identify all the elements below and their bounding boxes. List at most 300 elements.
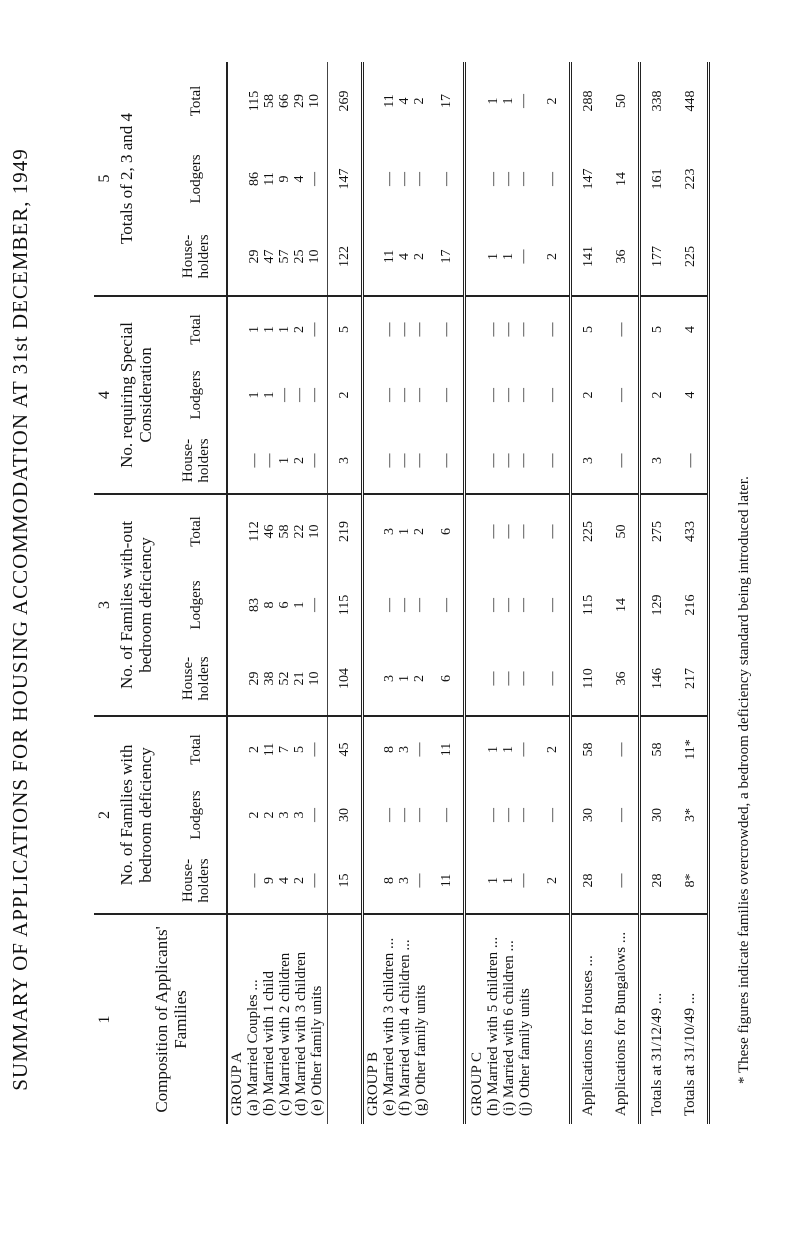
col3-sub-total: Total <box>166 494 227 568</box>
groupA-totals-label <box>327 914 362 1124</box>
summary-cell: 161 <box>649 168 665 190</box>
groupB-cell: 4 <box>396 252 412 260</box>
groupB-cell: 2 <box>411 674 427 682</box>
groupA-cell: 1 <box>247 325 263 333</box>
groupA-cell: — <box>307 453 323 468</box>
summary-cell: 216 <box>682 594 698 616</box>
groupB-total-cell: — <box>430 568 465 642</box>
groupB-value-stack <box>362 62 429 140</box>
groupB-total-cell: — <box>430 428 465 494</box>
groupA-cell: 10 <box>307 249 323 264</box>
spacer <box>471 717 486 782</box>
groupB-cell: — <box>381 597 397 612</box>
groupA-cell: — <box>247 873 263 888</box>
groupA-total-cell: 104 <box>327 642 362 716</box>
groupB-cell: — <box>411 873 427 888</box>
summary-cell: 2 <box>649 391 665 399</box>
groupC-total-cell: — <box>536 782 571 848</box>
groupC-cell: — <box>500 808 516 822</box>
groupA-value-stack <box>227 62 327 140</box>
groupA-value-stack <box>227 428 327 494</box>
groupC-total-cell: — <box>536 494 571 568</box>
groupA-cell: 6 <box>277 601 293 609</box>
groupA-cell: 58 <box>277 524 293 539</box>
groupB-cell: — <box>381 808 397 822</box>
groupC-cell: — <box>515 808 531 822</box>
summary-cell: — <box>605 428 640 494</box>
groupC-cell: 1 <box>485 97 501 105</box>
col1-header: Composition of Applicants' Families <box>117 914 227 1124</box>
summary-cell: 110 <box>570 642 605 716</box>
groupA-cell: 83 <box>247 597 263 612</box>
groupB-cell: — <box>396 171 412 186</box>
groupA-cell: 9 <box>262 877 278 884</box>
groupA-cell: 25 <box>292 249 308 264</box>
spacer <box>471 848 486 913</box>
spacer <box>471 140 486 218</box>
summary-cell: 14 <box>613 597 629 612</box>
col5-sub-total: Total <box>166 62 227 140</box>
summary-cell: 225 <box>674 218 709 296</box>
groupB-cell: — <box>411 597 427 612</box>
groupB-value-stack <box>362 428 429 494</box>
spacer <box>232 495 247 568</box>
spacer <box>471 362 486 428</box>
groupC-total-cell: — <box>536 428 571 494</box>
groupA-cell: — <box>307 387 323 402</box>
col4-sub-lodgers: Lodgers <box>166 362 227 428</box>
groupB-total-cell: — <box>430 296 465 362</box>
groupC-cell: — <box>515 453 531 468</box>
summary-cell: 338 <box>649 90 665 112</box>
summary-cell: 58 <box>649 742 665 757</box>
col2-sub-total: Total <box>166 716 227 782</box>
spacer <box>232 568 247 642</box>
groupA-total-cell: 3 <box>327 428 362 494</box>
groupA-cell: 2 <box>247 746 263 753</box>
groupA-cell: 3 <box>292 811 308 819</box>
groupA-total-cell: 15 <box>327 848 362 914</box>
groupB-cell: — <box>411 808 427 822</box>
groupC-total-cell: — <box>536 296 571 362</box>
groupA-cell: 1 <box>277 456 293 464</box>
summary-cell: 129 <box>649 594 665 616</box>
groupA-cell: 47 <box>262 249 278 264</box>
spacer <box>471 428 486 493</box>
groupA-cell: 112 <box>247 521 263 542</box>
col2-header: No. of Families with bedroom deficiency <box>117 716 166 914</box>
groupA-value-stack <box>227 642 327 716</box>
col4-header: No. requiring Special Consideration <box>117 296 166 494</box>
page-title: SUMMARY OF APPLICATIONS FOR HOUSING ACCOMMODATION AT 31st DECEMBER, 1949 <box>8 148 32 1091</box>
summary-cell: 30 <box>649 808 665 822</box>
summary-label: Totals at 31/10/49 ... <box>682 992 699 1116</box>
col3-sub-lodgers: Lodgers <box>166 568 227 642</box>
groupA-cell: — <box>307 322 323 337</box>
groupC-cell: — <box>485 808 501 822</box>
spacer <box>232 140 247 218</box>
groupC-cell: 1 <box>500 877 516 884</box>
groupA-cell: 10 <box>307 524 323 539</box>
groupC-value-stack <box>464 140 536 218</box>
groupC-row-label: (h) Married with 5 children ... <box>484 936 501 1116</box>
groupB-cell: 3 <box>381 527 397 535</box>
spacer <box>232 297 247 362</box>
summary-cell: 448 <box>682 90 698 112</box>
groupC-cell: — <box>485 597 501 612</box>
col1-number: 1 <box>96 1015 114 1024</box>
groupA-totals-row <box>327 62 362 1124</box>
groupC-labels <box>464 914 536 1124</box>
col5-number: 5 <box>94 62 117 296</box>
groupA-total-cell: 219 <box>327 494 362 568</box>
groupC-cell: 1 <box>500 746 516 753</box>
groupA-cell: — <box>292 387 308 402</box>
groupC-cell: 1 <box>500 97 516 105</box>
groupA-value-stack <box>227 494 327 568</box>
summary-cell: 177 <box>639 218 674 296</box>
spacer <box>367 62 382 140</box>
groupA-total-cell: 269 <box>327 62 362 140</box>
spacer <box>367 717 382 782</box>
groupB-cell: — <box>411 171 427 186</box>
groupB-cell: 3 <box>396 746 412 753</box>
groupC-value-stack <box>464 62 536 140</box>
groupA-cell: — <box>262 453 278 468</box>
spacer <box>367 218 382 295</box>
groupB-cell: — <box>381 387 397 402</box>
groupC-total-cell: — <box>536 140 571 218</box>
groupC-cell: — <box>485 322 501 337</box>
groupA-cell: 10 <box>307 671 323 686</box>
groupB-row-label: (g) Other family units <box>412 984 429 1116</box>
summary-table <box>94 62 710 1124</box>
groupC-value-stack <box>464 362 536 428</box>
spacer <box>367 140 382 218</box>
groupA-cell: 115 <box>247 90 263 112</box>
summary-cell: 217 <box>674 642 709 716</box>
groupC-cell: — <box>500 453 516 468</box>
groupA-cell: 1 <box>277 325 293 333</box>
summary-cell: 14 <box>613 171 629 186</box>
groupA-cell: 2 <box>292 456 308 464</box>
summary-cell: 141 <box>570 218 605 296</box>
col5-header: Totals of 2, 3 and 4 <box>117 62 166 296</box>
groupA-cell: 1 <box>247 391 263 399</box>
groupA-cell: 29 <box>247 671 263 686</box>
groupB-value-stack <box>362 782 429 848</box>
summary-cell: 147 <box>580 168 596 190</box>
groupA-value-stack <box>227 296 327 362</box>
groupC-total-cell: — <box>536 362 571 428</box>
col2-number: 2 <box>94 716 117 914</box>
groupC-cell: 1 <box>500 252 516 260</box>
groupB-row-label: (f) Married with 4 children ... <box>396 939 413 1116</box>
groupA-cell: 2 <box>247 811 263 819</box>
groupC-total-cell: 2 <box>536 62 571 140</box>
groupC-value-stack <box>464 296 536 362</box>
groupC-cell: — <box>500 671 516 686</box>
summary-cell: 2 <box>580 391 596 399</box>
groupB-totals-row <box>430 62 465 1124</box>
groupA-cell: 7 <box>277 746 293 753</box>
groupA-cell: 1 <box>262 325 278 333</box>
col3-header: No. of Families with-out bedroom deficiency <box>117 494 166 716</box>
groupB-value-stack <box>362 218 429 296</box>
groupC-cell: — <box>515 524 531 539</box>
groupA-label: GROUP A <box>229 1051 246 1116</box>
groupA-cell: 21 <box>292 671 308 686</box>
groupC-cell: — <box>485 524 501 539</box>
groupC-cell: — <box>515 93 531 108</box>
groupA-value-stack <box>227 848 327 914</box>
groupB-label: GROUP B <box>364 1051 381 1116</box>
col3-sub-householders: House-holders <box>166 642 227 716</box>
groupB-value-stack <box>362 140 429 218</box>
groupB-value-stack <box>362 494 429 568</box>
groupA-value-stack <box>227 218 327 296</box>
groupA-cell: 5 <box>292 746 308 753</box>
groupA-row-label: (d) Married with 3 children <box>293 951 310 1116</box>
summary-label: Totals at 31/12/49 ... <box>649 992 666 1116</box>
groupB-cell: — <box>396 322 412 337</box>
spacer <box>367 642 382 715</box>
summary-cell: 5 <box>580 325 596 333</box>
groupA-cell: 46 <box>262 524 278 539</box>
spacer <box>367 428 382 493</box>
groupA-cell: 29 <box>247 249 263 264</box>
groupA-cell: 3 <box>277 811 293 819</box>
summary-cell: 5 <box>649 325 665 333</box>
col4-sub-total: Total <box>166 296 227 362</box>
groupC-label: GROUP C <box>468 1051 485 1116</box>
groupB-value-stack <box>362 716 429 782</box>
groupC-value-stack <box>464 428 536 494</box>
groupC-value-stack <box>464 218 536 296</box>
groupC-total-cell: — <box>536 568 571 642</box>
groupC-cell: 1 <box>485 877 501 884</box>
groupC-cell: — <box>500 524 516 539</box>
summary-cell: 275 <box>649 520 665 542</box>
groupB-total-cell: — <box>430 782 465 848</box>
groupA-row-label: (b) Married with 1 child <box>261 971 278 1116</box>
groupB-total-cell: 17 <box>430 62 465 140</box>
groupA-cell: — <box>307 873 323 888</box>
groupA-total-cell: 147 <box>327 140 362 218</box>
groupC-totals-label <box>536 914 571 1124</box>
summary-cell: — <box>613 387 629 402</box>
groupA-cell: 8 <box>262 601 278 609</box>
col5-sub-lodgers: Lodgers <box>166 140 227 218</box>
groupB-cell: — <box>396 453 412 468</box>
summary-cell: 3 <box>639 428 674 494</box>
spacer <box>232 848 247 913</box>
groupC-cell: 1 <box>485 746 501 753</box>
groupA-labels <box>227 914 327 1124</box>
groupB-total-cell: 6 <box>430 494 465 568</box>
spacer <box>367 848 382 913</box>
spacer <box>471 642 486 715</box>
spacer <box>471 218 486 295</box>
spacer <box>367 495 382 568</box>
groupC-cell: — <box>515 249 531 264</box>
summary-cell: 28 <box>570 848 605 914</box>
groupB-cell: 2 <box>411 527 427 535</box>
col4-number: 4 <box>94 296 117 494</box>
footnote: * These figures indicate families overcrowded, a bedroom deficiency standard being introduced later. <box>736 476 752 1084</box>
spacer <box>471 495 486 568</box>
groupC-cell: — <box>500 171 516 186</box>
groupB-value-stack <box>362 362 429 428</box>
groupC-cell: — <box>515 322 531 337</box>
groupA-row-label: (c) Married with 2 children <box>277 952 294 1116</box>
groupB-cell: 1 <box>396 527 412 535</box>
groupA-total-cell: 122 <box>327 218 362 296</box>
spacer <box>367 568 382 642</box>
groupC-cell: — <box>485 671 501 686</box>
groupA-value-stack <box>227 716 327 782</box>
groupC-total-cell: 2 <box>536 218 571 296</box>
groupA-cell: 11 <box>262 742 278 757</box>
groupB-value-stack <box>362 642 429 716</box>
groupA-cell: 22 <box>292 524 308 539</box>
groupC-value-stack <box>464 494 536 568</box>
groupA-cell: — <box>277 387 293 402</box>
groupB-cell: — <box>396 597 412 612</box>
spacer <box>367 782 382 848</box>
groupB-value-stack <box>362 568 429 642</box>
summary-cell: — <box>613 742 629 757</box>
groupC-row-label: (i) Married with 6 children ... <box>500 940 517 1116</box>
groupB-cell: — <box>411 742 427 757</box>
groupA-cell: 1 <box>292 601 308 609</box>
groupB-value-stack <box>362 848 429 914</box>
groupC-total-cell: — <box>536 642 571 716</box>
groupC-rows <box>464 62 536 1124</box>
groupA-cell: 52 <box>277 671 293 686</box>
col4-sub-householders: House-holders <box>166 428 227 494</box>
groupA-cell: 86 <box>247 171 263 186</box>
groupB-total-cell: — <box>430 362 465 428</box>
column-name-row <box>117 62 166 1124</box>
groupA-value-stack <box>227 362 327 428</box>
summary-cell: 36 <box>605 218 640 296</box>
groupC-cell: — <box>500 387 516 402</box>
summary-cell: 8* <box>674 848 709 914</box>
groupC-value-stack <box>464 716 536 782</box>
spacer <box>232 362 247 428</box>
spacer <box>232 717 247 782</box>
groupB-cell: 4 <box>396 97 412 105</box>
spacer <box>232 62 247 140</box>
groupA-cell: 9 <box>277 175 293 183</box>
summary-cell: 3 <box>570 428 605 494</box>
groupC-row-label: (j) Other family units <box>516 988 533 1116</box>
groupB-cell: — <box>396 808 412 822</box>
summary-row <box>570 62 605 1124</box>
groupB-cell: — <box>411 387 427 402</box>
groupA-cell: 10 <box>307 93 323 108</box>
summary-cell: 58 <box>580 742 596 757</box>
groupC-value-stack <box>464 848 536 914</box>
spacer <box>471 568 486 642</box>
groupA-cell: 2 <box>292 877 308 884</box>
summary-row <box>639 62 674 1124</box>
groupC-total-cell: 2 <box>536 716 571 782</box>
groupB-cell: 3 <box>381 674 397 682</box>
summary-cell: — <box>605 848 640 914</box>
spacer <box>367 362 382 428</box>
summary-cell: 288 <box>580 90 596 112</box>
groupC-cell: 1 <box>485 252 501 260</box>
groupB-totals-label <box>430 914 465 1124</box>
groupC-cell: — <box>485 171 501 186</box>
spacer <box>471 782 486 848</box>
groupA-cell: 29 <box>292 93 308 108</box>
groupA-cell: 2 <box>292 325 308 333</box>
summary-cell: 225 <box>580 520 596 542</box>
groupA-cell: 11 <box>262 172 278 186</box>
groupB-cell: 8 <box>381 746 397 753</box>
groupB-cell: 2 <box>411 252 427 260</box>
groupB-cell: 3 <box>396 877 412 884</box>
col2-sub-householders: House-holders <box>166 848 227 914</box>
groupC-totals-row <box>536 62 571 1124</box>
groupA-value-stack <box>227 568 327 642</box>
spacer <box>232 218 247 295</box>
groupB-row-label: (e) Married with 3 children ... <box>380 937 397 1116</box>
groupB-cell: — <box>381 322 397 337</box>
groupB-total-cell: 11 <box>430 848 465 914</box>
groupB-rows <box>362 62 429 1124</box>
groupC-cell: — <box>485 387 501 402</box>
summary-cell: 223 <box>682 168 698 190</box>
groupB-total-cell: 17 <box>430 218 465 296</box>
groupC-value-stack <box>464 642 536 716</box>
summary-label: Applications for Bungalows ... <box>613 931 630 1116</box>
col3-number: 3 <box>94 494 117 716</box>
groupA-cell: 4 <box>277 877 293 884</box>
groupA-cell: 66 <box>277 93 293 108</box>
spacer <box>471 62 486 140</box>
groupA-cell: 38 <box>262 671 278 686</box>
groupA-total-cell: 5 <box>327 296 362 362</box>
groupA-total-cell: 30 <box>327 782 362 848</box>
groupC-cell: — <box>515 387 531 402</box>
groupA-cell: 1 <box>262 391 278 399</box>
groupA-cell: — <box>307 597 323 612</box>
groupA-cell: 2 <box>262 811 278 819</box>
spacer <box>232 428 247 493</box>
groupC-cell: — <box>515 171 531 186</box>
table-body <box>227 62 709 1124</box>
groupC-value-stack <box>464 568 536 642</box>
summary-row <box>605 62 640 1124</box>
groupB-value-stack <box>362 296 429 362</box>
groupA-row-label: (e) Other family units <box>309 985 326 1116</box>
summary-cell: 50 <box>613 93 629 108</box>
groupB-total-cell: 6 <box>430 642 465 716</box>
groupC-total-cell: 2 <box>536 848 571 914</box>
summary-cell: 11* <box>682 739 698 760</box>
groupA-value-stack <box>227 782 327 848</box>
groupB-cell: — <box>381 453 397 468</box>
summary-cell: 146 <box>639 642 674 716</box>
summary-cell: 115 <box>580 594 596 616</box>
column-number-row <box>94 62 117 1124</box>
groupA-value-stack <box>227 140 327 218</box>
summary-cell: 28 <box>639 848 674 914</box>
